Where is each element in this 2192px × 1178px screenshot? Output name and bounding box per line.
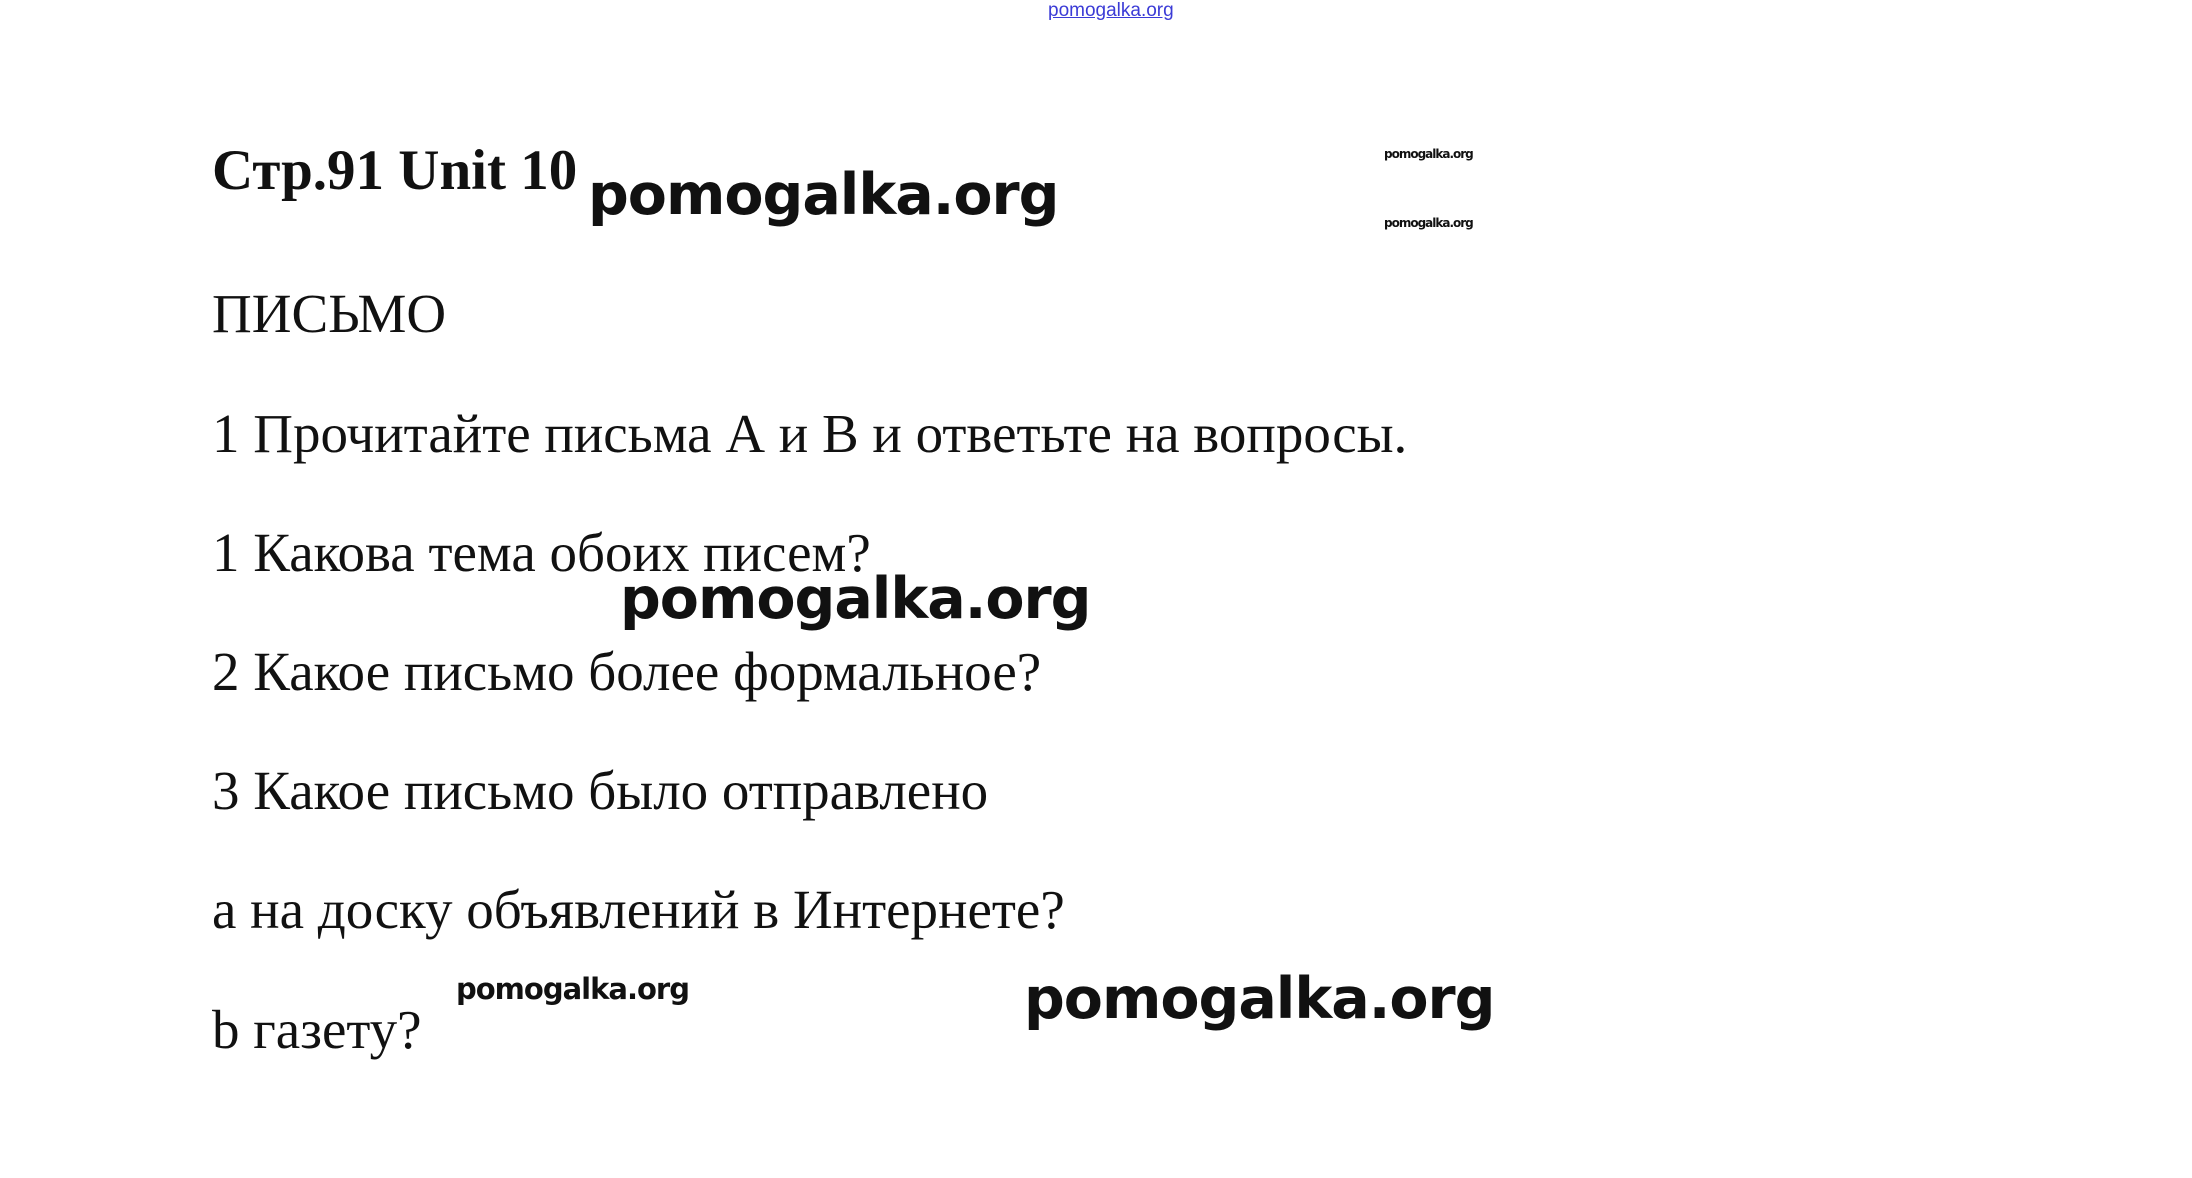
question-1: 1 Какова тема обоих писем? [212,522,871,583]
watermark-small: pomogalka.org [1384,216,1473,230]
question-3-option-a: a на доску объявлений в Интернете? [212,879,1065,940]
question-2: 2 Какое письмо более формальное? [212,641,1042,702]
watermark-large: pomogalka.org [620,566,1091,632]
task-instruction: 1 Прочитайте письма А и В и ответьте на вопросы. [212,403,1408,464]
watermark-small: pomogalka.org [1384,147,1473,161]
watermark-medium: pomogalka.org [456,972,689,1006]
section-heading: ПИСЬМО [212,283,447,344]
question-3-option-b: b газету? [212,999,422,1060]
question-3: 3 Какое письмо было отправлено [212,760,989,821]
site-link[interactable]: pomogalka.org [1048,0,1174,21]
watermark-large: pomogalka.org [588,162,1059,228]
watermark-large: pomogalka.org [1024,966,1495,1032]
page-title: Стр.91 Unit 10 [212,139,578,202]
